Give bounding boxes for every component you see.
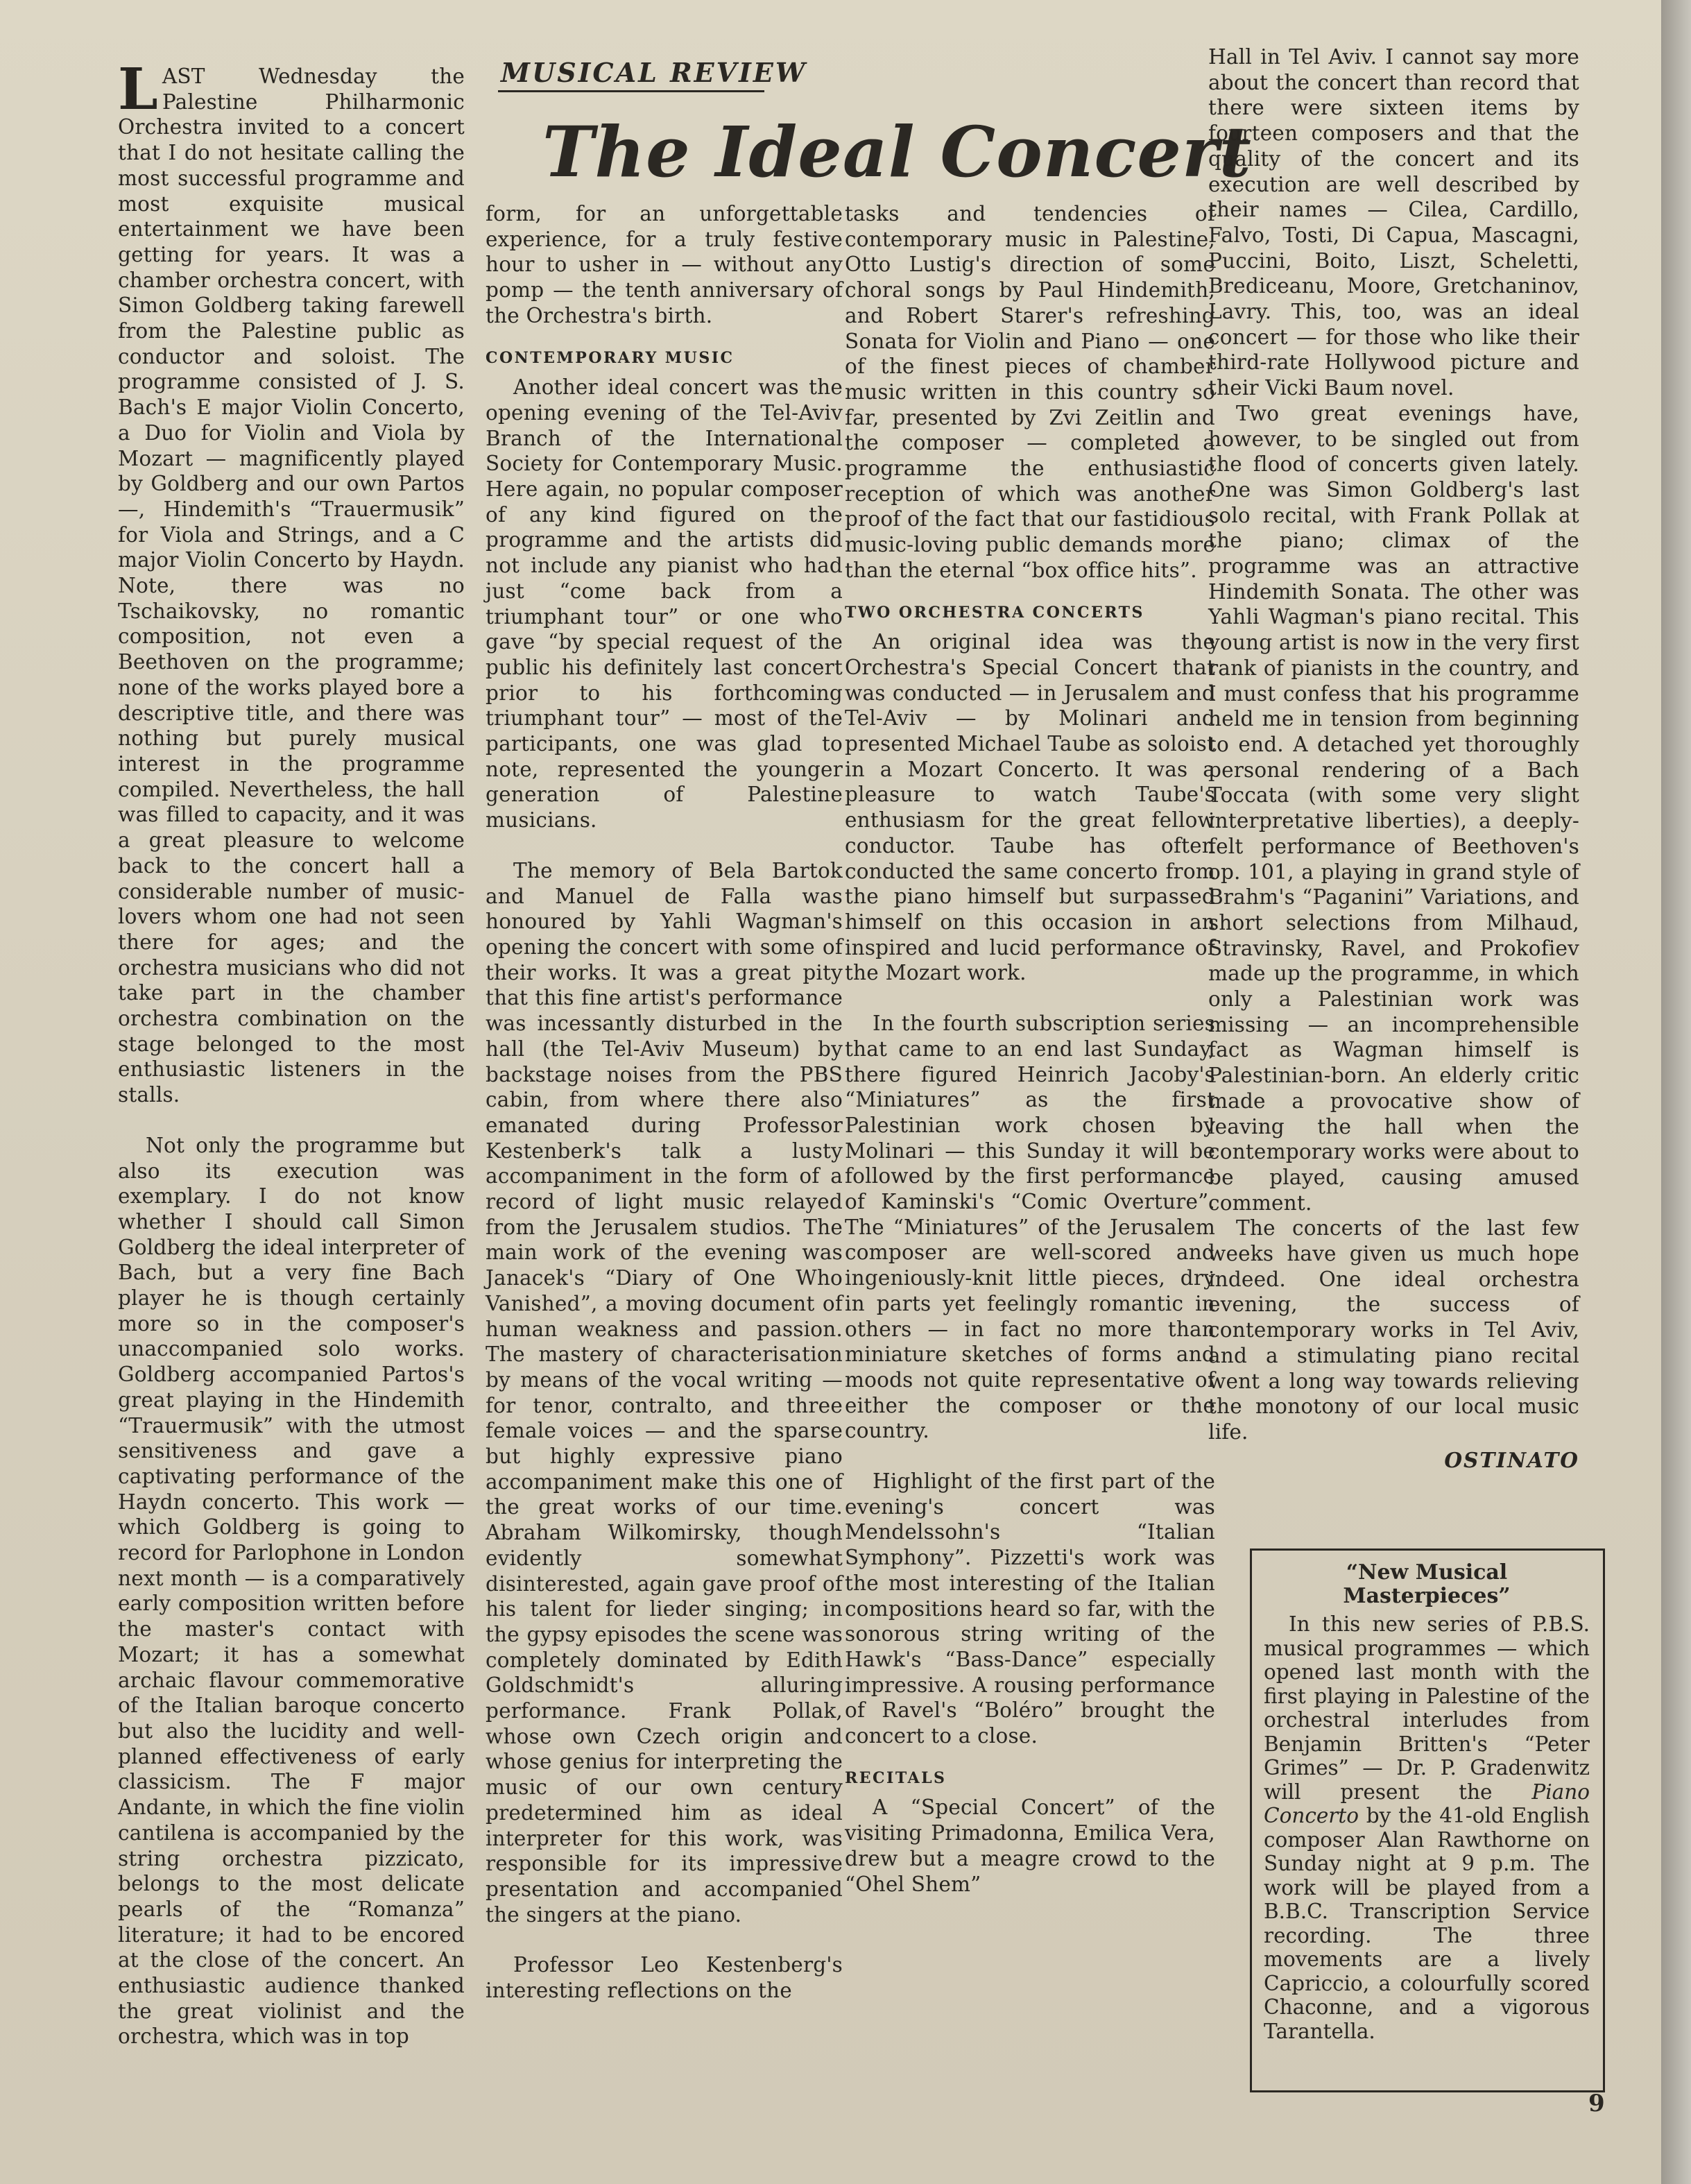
- article-headline: The Ideal Concert: [542, 111, 1252, 193]
- page-number: 9: [1588, 2090, 1605, 2117]
- column-3: [845, 201, 1215, 1897]
- lead-paragraph: LAST Wednesday the Palestine Philharmonic Orchestra invited to a concert that I do not hesitate calling the most successful programme and most exquisite musical entertainment we have been getting for years. It was a chamber orchestra concert, with Simon Goldberg taking farewell from the Palestine public as conductor and soloist. The programme consisted of J. S. Bach's E major Violin Concerto, a Duo for Violin and Viola by Mozart — magnificently played by Goldberg and our own Partos —, Hindemith's “Trauermusik” for Viola and Strings, and a C major Violin Concerto by Haydn. Note, there was no Tschaikovsky, no romantic composition, not even a Beethoven on the programme; none of the works played bore a descriptive title, and there was nothing but purely musical interest in the programme compiled. Nevertheless, the hall was filled to capacity, and it was a great pleasure to welcome back to the concert hall a considerable number of music-lovers whom one had not seen there for ages; and the orchestra musicians who did not take part in the chamber orchestra combination on the stage belonged to the most enthusiastic listeners in the stalls.: [118, 56, 465, 1107]
- paragraph: A “Special Concert” of the visiting Primadonna, Emilica Vera, drew but a meagre crowd to the “Ohel Shem”: [845, 1795, 1215, 1896]
- paragraph: The memory of Bela Bartok and Manuel de Falla was honoured by Yahli Wagman's opening the concert with some of their works. It was a great pity that this fine artist's performance was incessantly disturbed in the hall (the Tel-Aviv Museum) by backstage noises from the PBS cabin, from where there also emanated during Professor Kestenberk's talk a lusty accompaniment in the form of a record of light music relayed from the Jerusalem studios. The main work of the evening was Janacek's “Diary of One Who Vanished”, a moving document of human weakness and passion. The mastery of characterisation by means of the vocal writing — for tenor, contralto, and three female voices — and the sparse but highly expressive piano accompaniment make this one of the great works of our time. Abraham Wilkomirsky, though evidently somewhat disinterested, again gave proof of his talent for lieder singing; in the gypsy episodes the scene was completely dominated by Edith Goldschmidt's alluring performance. Frank Pollak, whose own Czech origin and whose genius for interpreting the music of our own century predetermined him as ideal interpreter for this work, was responsible for its impressive presentation and accompanied the singers at the piano.: [486, 858, 843, 1927]
- page-edge: [1661, 0, 1691, 2184]
- paragraph: The concerts of the last few weeks have given us much hope indeed. One ideal orchestra evening, the success of contemporary works in Tel Aviv, and a stimulating piano recital went a long way towards relieving the monotony of our local music life.: [1208, 1216, 1579, 1444]
- sidebar-box-content: [1264, 1561, 1590, 2043]
- paragraph: Not only the programme but also its execution was exemplary. I do not know whether I should call Simon Goldberg the ideal interpreter of Bach, but a very fine Bach player he is though certainly more so in the composer's unaccompanied solo works. Goldberg accompanied Partos's great playing in the Hindemith “Trauermusik” with the utmost sensitiveness and gave a captivating performance of the Haydn concerto. This work — which Goldberg is going to record for Parlophone in London next month — is a comparatively early composition written before the master's contact with Mozart; it has a somewhat archaic flavour commemorative of the Italian baroque concerto but also the lucidity and well-planned effectiveness of early classicism. The F major Andante, in which the fine violin cantilena is accompanied by the string orchestra pizzicato, belongs to the most delicate pearls of the “Romanza” literature; it had to be encored at the close of the concert. An enthusiastic audience thanked the great violinist and the orchestra, which was in top: [118, 1133, 465, 2049]
- section-kicker: MUSICAL REVIEW: [501, 57, 807, 88]
- paragraph: tasks and tendencies of contemporary music in Palestine, Otto Lustig's direction of some choral songs by Paul Hindemith, and Robert Starer's refreshing Sonata for Violin and Piano — one of the finest pieces of chamber music written in this country so far, presented by Zvi Zeitlin and the composer — completed a programme the enthusiastic reception of which was another proof of the fact that our fastidious music-loving public demands more than the eternal “box office hits”.: [845, 202, 1215, 582]
- drop-cap: L: [118, 56, 158, 123]
- author-signature: OSTINATO: [1444, 1447, 1579, 1472]
- paragraph: Another ideal concert was the opening evening of the Tel-Aviv Branch of the International Society for Contemporary Music. Here again, no popular composer of any kind figured on the programme and the artists did not include any pianist who had just “come back from a triumphant tour” or one who gave “by special request of the public his definitely last concert prior to his forthcoming triumphant tour” — most of the participants, one was glad to note, represented the younger generation of Palestine musicians.: [486, 375, 843, 833]
- subheading: CONTEMPORARY MUSIC: [486, 348, 735, 367]
- paragraph: An original idea was the Orchestra's Special Concert that was conducted — in Jerusalem and Tel-Aviv — by Molinari and presented Michael Taube as soloist in a Mozart Concerto. It was a pleasure to watch Taube's enthusiasm for the great fellow conductor. Taube has often conducted the same concerto from the piano himself but surpassed himself on this occasion in an inspired and lucid performance of the Mozart work.: [845, 630, 1215, 985]
- paragraph: Hall in Tel Aviv. I cannot say more about the concert than record that there were sixteen items by fourteen composers and that the quality of the concert and its execution are well described by their names — Cilea, Cardillo, Falvo, Tosti, Di Capua, Mascagni, Puccini, Boito, Liszt, Scheletti, Brediceanu, Moore, Gretchaninov, Lavry. This, too, was an ideal concert — for those who like their third-rate Hollywood picture and their Vicki Baum novel.: [1208, 45, 1579, 400]
- column-4: [1208, 44, 1579, 1473]
- subheading: RECITALS: [845, 1768, 947, 1787]
- subheading: TWO ORCHESTRA CONCERTS: [845, 603, 1144, 622]
- paragraph: Two great evenings have, however, to be singled out from the flood of concerts given lately. One was Simon Goldberg's last solo recital, with Frank Pollak at the piano; climax of the programme was an attractive Hindemith Sonata. The other was Yahli Wagman's piano recital. This young artist is now in the very first rank of pianists in the country, and I must confess that his programme held me in tension from beginning to end. A detached yet thoroughly personal rendering of a Bach Toccata (with some very slight interpretative liberties), a deeply-felt performance of Beethoven's op. 101, a playing in grand style of Brahm's “Paganini” Variations, and short selections from Milhaud, Stravinsky, Ravel, and Prokofiev made up the programme, in which only a Palestinian work was missing — an incomprehensible fact as Wagman himself is Palestinian-born. An elderly critic made a provocative show of leaving the hall when the contemporary works were about to be played, causing amused comment.: [1208, 401, 1579, 1215]
- paragraph: In the fourth subscription series that came to an end last Sunday, there figured Heinrich Jacoby's “Miniatures” as the first Palestinian work chosen by Molinari — this Sunday it will be followed by the first performance of Kaminski's “Comic Overture”. The “Miniatures” of the Jerusalem composer are well-scored and ingeniously-knit little pieces, dry in parts yet feelingly romantic in others — in fact no more than miniature sketches of forms and moods not quite representative of either the composer or the country.: [845, 1012, 1215, 1443]
- sidebar-box-title: “New Musical Masterpieces”: [1343, 1560, 1511, 1608]
- column-2: [486, 201, 843, 2004]
- sidebar-box-text: In this new series of P.B.S. musical programmes — which opened last month with the first playing in Palestine of the orchestral interludes from Benjamin Britten's “Peter Grimes” — Dr. P. Gradenwitz will present the Piano Concerto by the 41-old English composer Alan Rawthorne on Sunday night at 9 p.m. The work will be played from a B.B.C. Transcription Service recording. The three movements are a lively Capriccio, a colourfully scored Chaconne, and a vigorous Tarantella.: [1264, 1612, 1590, 2043]
- paragraph: form, for an unforgettable experience, for a truly festive hour to usher in — without any pomp — the tenth anniversary of the Orchestra's birth.: [486, 202, 843, 327]
- kicker-underline: [498, 90, 764, 92]
- column-1: [118, 56, 465, 2049]
- paragraph: Professor Leo Kestenberg's interesting reflections on the: [486, 1953, 843, 2003]
- paragraph: Highlight of the first part of the evening's concert was Mendelssohn's “Italian Symphony”. Pizzetti's work was the most interesting of the Italian compositions heard so far, with the sonorous string writing of the Hawk's “Bass-Dance” especially impressive. A rousing performance of Ravel's “Boléro” brought the concert to a close.: [845, 1469, 1215, 1748]
